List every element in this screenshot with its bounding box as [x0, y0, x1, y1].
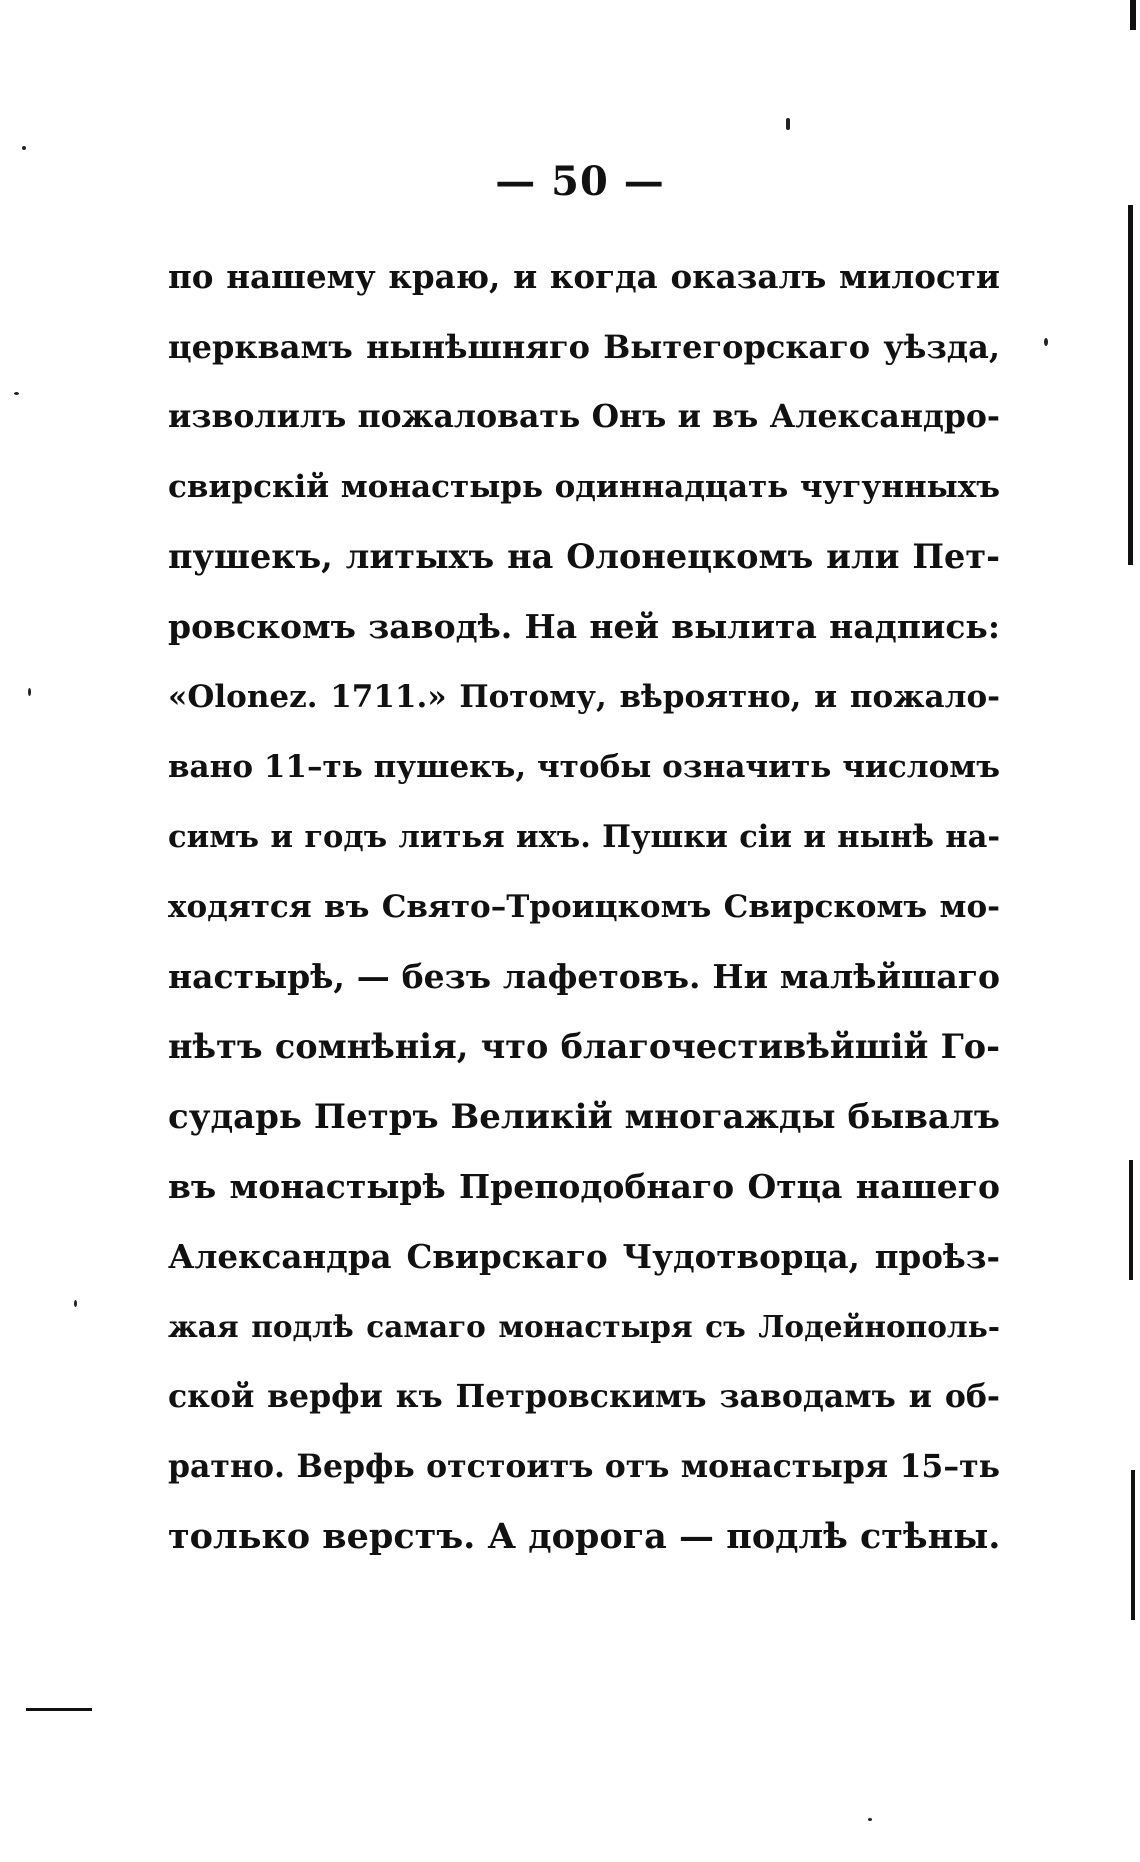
scan-edge-mark	[1129, 1160, 1133, 1280]
body-text	[168, 242, 1000, 1572]
text-line: пушекъ, литыхъ на Олонецкомъ или Пет-	[168, 537, 1000, 576]
scan-edge-mark	[1130, 0, 1136, 30]
text-line: по нашему краю, и когда оказалъ милости	[168, 257, 1000, 296]
text-line: церквамъ нынѣшняго Вытегорскаго уѣзда,	[168, 328, 1000, 366]
scan-edge-mark	[1128, 205, 1133, 565]
scan-speck	[28, 688, 31, 696]
text-line: въ монастырѣ Преподобнаго Отца нашего	[168, 1167, 1000, 1206]
scan-speck	[14, 392, 19, 395]
scan-speck	[74, 1300, 77, 1307]
scan-edge-mark	[1131, 1470, 1135, 1620]
scan-speck	[1044, 338, 1048, 346]
text-line: сударь Петръ Великій многажды бывалъ	[168, 1097, 1000, 1137]
text-line: настырѣ, — безъ лафетовъ. Ни малѣйшаго	[168, 957, 1000, 996]
text-line: ровскомъ заводѣ. На ней вылита надпись:	[168, 607, 1000, 646]
text-line: «Olonez. 1711.» Потому, вѣроятно, и пожало-	[168, 679, 1000, 715]
text-line: ратно. Верфь отстоитъ отъ монастыря 15–ть	[168, 1448, 1000, 1485]
scan-speck	[786, 118, 790, 130]
page-number: — 50 —	[495, 158, 665, 205]
text-line: вано 11–ть пушекъ, чтобы означить числомъ	[168, 749, 1000, 785]
text-line: ходятся въ Свято–Троицкомъ Свирскомъ мо-	[168, 889, 1000, 925]
scan-speck	[868, 1818, 872, 1821]
text-line: изволилъ пожаловать Онъ и въ Александро-	[168, 398, 1000, 435]
text-line: Александра Свирскаго Чудотворца, проѣз-	[168, 1237, 1000, 1276]
text-line: ской верфи къ Петровскимъ заводамъ и об-	[168, 1378, 1000, 1415]
scan-speck	[22, 146, 26, 150]
text-line: жая подлѣ самаго монастыря съ Лодейнополь-	[168, 1309, 1000, 1344]
text-line: симъ и годъ литья ихъ. Пушки сіи и нынѣ на-	[168, 819, 1000, 855]
text-line: только верстъ. А дорога — подлѣ стѣны.	[168, 1516, 1000, 1557]
text-line: нѣтъ сомнѣнія, что благочестивѣйшій Го-	[168, 1027, 1000, 1066]
scan-edge-mark	[26, 1708, 92, 1711]
text-line: свирскій монастырь одиннадцать чугунныхъ	[168, 469, 1000, 505]
